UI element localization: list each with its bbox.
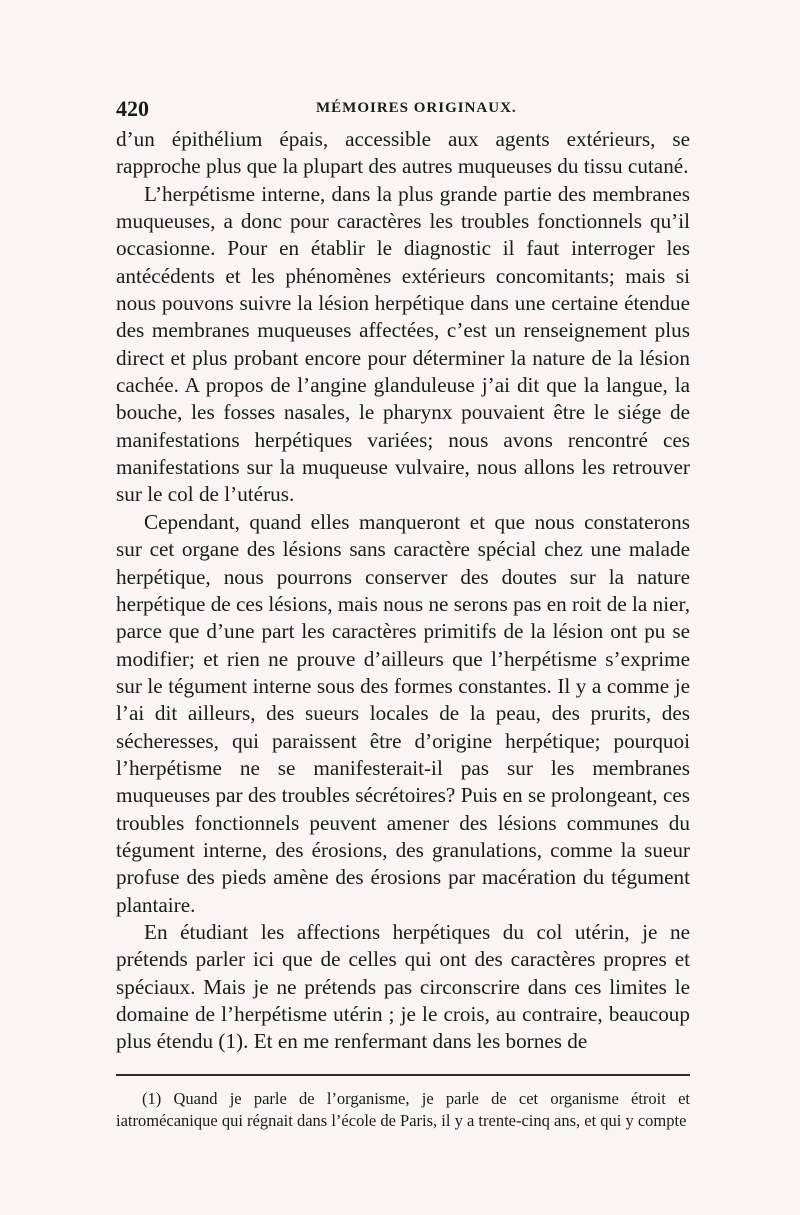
footnotes (116, 1088, 690, 1132)
paragraph-en-etudiant: En étudiant les affections herpétiques du col utérin, je ne prétends parler ici que de celles qui ont des caractères propres et spéciaux. Mais je ne prétends pas circonscrire dans ces limites le domaine de l’herpétisme utérin ; je le crois, au contraire, beaucoup plus étendu (1). Et en me renfermant dans les bornes de (116, 919, 690, 1054)
footnote-1: (1) Quand je parle de l’organisme, je parle de cet organisme étroit et iatromécanique qui régnait dans l’école de Paris, il y a trente-cinq ans, et qui y compte (116, 1088, 690, 1130)
running-title: MÉMOIRES ORIGINAUX. (316, 100, 517, 116)
footnote-divider (116, 1074, 690, 1076)
page-number: 420 (116, 96, 149, 121)
book-page (116, 96, 690, 1132)
paragraph-herpetisme-interne: L’herpétisme interne, dans la plus grande partie des membranes muqueuses, a donc pour caractères les troubles fonctionnels qu’il occasionne. Pour en établir le diagnostic il faut interroger les antécédents et les phénomènes extérieurs concomitants; mais si nous pouvons suivre la lésion herpétique dans une certaine étendue des membranes muqueuses affectées, c’est un renseignement plus direct et plus probant encore pour déterminer la nature de la lésion cachée. A propos de l’angine glanduleuse j’ai dit que la langue, la bouche, les fosses nasales, le pharynx pouvaient être le siége de manifestations herpétiques variées; nous avons rencontré ces manifestations sur la muqueuse vulvaire, nous allons les retrouver sur le col de l’utérus. (116, 181, 690, 507)
page-header (116, 96, 690, 126)
paragraph-cependant: Cependant, quand elles manqueront et que nous constaterons sur cet organe des lésions sans caractère spécial chez une malade herpétique, nous pourrons conserver des doutes sur la nature herpétique de ces lésions, mais nous ne serons pas en roit de la nier, parce que d’une part les caractères primitifs de la lésion ont pu se modifier; et rien ne prouve d’ailleurs que l’herpétisme s’exprime sur le tégument interne sous des formes constantes. Il y a comme je l’ai dit ailleurs, des sueurs locales de la peau, des prurits, des sécheresses, qui paraissent être d’origine herpétique; pourquoi l’herpétisme ne se manifesterait-il pas sur les membranes muqueuses par des troubles sécrétoires? Puis en se prolongeant, ces troubles fonctionnels peuvent amener des lésions communes du tégument interne, des érosions, des granulations, comme la sueur profuse des pieds amène des érosions par macération du tégument plantaire. (116, 509, 690, 917)
body-text (116, 126, 690, 1056)
paragraph-continuation: d’un épithélium épais, accessible aux agents extérieurs, se rapproche plus que la plupart des autres muqueuses du tissu cutané. (116, 127, 690, 179)
